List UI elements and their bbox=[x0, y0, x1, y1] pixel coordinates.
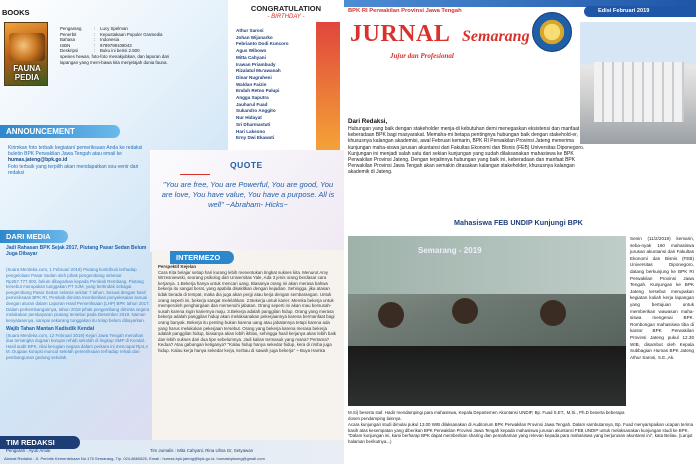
front-page bbox=[344, 0, 696, 464]
masthead-semarang: Semarang bbox=[462, 28, 530, 45]
media-paragraph-2: (Suara Merdeka.com, 12 Februari 2019) Kejari Jawa Tengah menahan dua tersangka dugaan korupsi rehab sekolah di lingkup SMP di Kendal. Hasil audit BPK, nilai kerugian negara dalam perkara ini mencapai Rp4,4 M. Dugaan korupsi muncul setelah pemeriksaan terhadap rehab dan pembangunan gedung sekolah. bbox=[6, 332, 148, 360]
announcement-title: ANNOUNCEMENT bbox=[0, 125, 120, 138]
side-text: Senin (11/2/2019) kemarin, seba-nyak 160 mahasiswa jurusan akuntansi dari Fakultas Ekonomi dan Bisnis (FEB) Universitas Diponegoro, datang berkunjung ke BPK RI Perwakilan Provinsi Jawa Tengah. Kunjungan ke BPK Jateng tersebut merupakan kegiatan kuliah kerja lapangan yang bertujuan untuk memberikan wawasan maha-siswa mengenai BPK. Rombongan mahasiswa tiba di kantor BPK Perwakilan Provinsi Jateng pukul 12.30 WIB, disambut oleh Kepala Subbagian Humas BPK Jateng Athur Sarosi, S.E.,Ak. bbox=[630, 236, 694, 360]
tiger-image bbox=[9, 33, 45, 61]
book-row: Bahasa : Indonesia bbox=[60, 37, 120, 43]
row-value: Indonesia bbox=[100, 37, 120, 43]
birthday-name: Irawan Priambudy bbox=[236, 61, 276, 67]
birthday-name: Rizalatul Mu'awanah bbox=[236, 68, 281, 74]
birthday-name: Johan Wijanarko bbox=[236, 34, 273, 40]
masthead-jurnal: JURNAL bbox=[350, 21, 451, 47]
birthday-name: Jauharul Fuad bbox=[236, 101, 268, 107]
intermezo-box bbox=[152, 250, 344, 440]
row-key: Pengarang bbox=[60, 26, 82, 31]
building-facade bbox=[594, 62, 684, 122]
side-column bbox=[630, 236, 694, 444]
row-key: Deskripsi bbox=[60, 48, 79, 54]
tagline: Jujur dan Profesional bbox=[390, 52, 454, 60]
quote-text: "You are free, You are Powerful, You are good, You are love, You have value, You have a purpose. All is well" ~Abraham- Hicks~ bbox=[161, 180, 335, 209]
building-photo bbox=[580, 22, 696, 144]
dari-media-body bbox=[6, 245, 150, 361]
birthday-title: CONGRATULATION bbox=[250, 4, 322, 13]
person-2 bbox=[452, 298, 478, 324]
table bbox=[348, 346, 626, 406]
banner-text: Semarang - 2019 bbox=[418, 246, 482, 255]
birthday-subtitle: - BIRTHDAY - bbox=[267, 14, 305, 20]
bpk-logo bbox=[532, 12, 572, 52]
redaksi-line: Pengarah : Ayub Amali bbox=[6, 448, 51, 453]
birthday-name: Endah Retno Palupi bbox=[236, 88, 280, 94]
edition-badge: Edisi Februari 2019 bbox=[584, 6, 696, 17]
person-3 bbox=[540, 300, 566, 326]
birthday-name: Athur Sarosi bbox=[236, 28, 264, 33]
org-name: BPK RI Perwakilan Provinsi Jawa Tengah bbox=[348, 8, 462, 14]
row-key: Penerbit bbox=[60, 31, 77, 37]
tim-redaksi-title: TIM REDAKSI bbox=[0, 436, 80, 449]
book-row: Pengarang : Lucy Spelman bbox=[60, 26, 128, 31]
row-value: Buku ini berisi 2.500 bbox=[100, 48, 140, 54]
birthday-list bbox=[236, 28, 322, 142]
quote-box bbox=[150, 150, 344, 252]
announcement-text bbox=[8, 145, 148, 176]
intermezo-text: Cara Kita belajar setiap hari kurang lebih menentukan tingkat sukses kita. Menurut Amy Wrzesniewski, seorang psikolog dari Universitas Yale, Ada 3 jenis orang berdasar cara kerjanya. 1.Bekerja hanya untuk mencari uang. Biasanya orang ini akan merasa bahwa bekerja itu sangat berat, yang apabila disakitkan dengan kejadian. Sehingga, jika atasan tidak berada di tempat, maka dia juga akan pergi atau kerja dengan sembarangan. Untuk orang seperti ini, bekerja sangat melelahkan. 2.Bekerja untuk karier. Mereka bekerja untuk memperoleh penghargaan dan memenuhi jabatan. Orang seperti ini akan mau bersusah-susah karena ingin kariernya maju. 3.Bekerja adalah panggilan hidup. Orang yang merasa bekerja adalah panggilan hidup akan melaksanakan pekerjaannya karena bermanfaat bagi orang banyak. Bekerja itu penting bukan karena uang atau jabatannya tetapi karena ada yang harus melakukan pekerjaan tersebut. Orang yang bekerja karena merasa bekerja adalah panggilan hidup, biasanya akan lebih ikhlas, sehingga hasil kerjanya akan lebih baik dan lebih sukses dari dua tipe sebelumnya. Jadi kalian termasuk yang mana? Pertama? Kedua? Atau gabungan ketiganya? "Kalau hidup hanya sekedar hidup, kera di rimba juga hidup. Kalau kerja hanya sekedar kerja, kerbau di sawah juga bekerja" ~ Buya Hamka bbox=[158, 269, 336, 353]
announcement-email[interactable]: humas.jateng@bpk.go.id bbox=[8, 157, 68, 164]
cover-title: FAUNA PEDIA bbox=[13, 64, 41, 82]
birthday-name: Febrianto Dodi Kuncoro bbox=[236, 41, 289, 47]
tim-redaksi-left bbox=[6, 448, 136, 454]
row-value: Lucy Spelman bbox=[100, 26, 128, 31]
headline: Mahasiswa FEB UNDIP Kunjungi BPK bbox=[454, 218, 583, 227]
announcement-body: Kirimkan foto terbaik kegiatan/ pemeriksaan Anda ke redaksi buletin BPK Perwakilan Jawa Tengah atau email ke bbox=[8, 145, 143, 158]
article-body: Acara kunjungan studi dimulai pukul 13.00 WIB dilaksanakan di Auditorium BPK Perwakilan Provinsi Jawa Tengah. Dalam sambutannya, Bp. Fuad menyampaikan ucapan terima kasih atas kesempatan yang diberikan BPK Perwakilan Provinsi Jawa Tengah kepada mahasiswa jurusan akuntansi FEB UNDIP untuk melaksanakan kunjungan studi ke BPK. "Dalam kunjungan ini, kami berharap BPK dapat memberikan sharing dan pemahaman yang relevan kepada para mahasiswa yang berjurusan akuntansi ini", kata Beliau. (Lanjut halaman berikutnya...) bbox=[348, 422, 694, 444]
birthday-name: Hari Laksono bbox=[236, 128, 266, 134]
book-cover bbox=[4, 22, 48, 86]
intermezo-body bbox=[158, 264, 340, 354]
birthday-name: Erny Dwi Ekawati bbox=[236, 135, 275, 141]
birthday-name: Nur Hidayat bbox=[236, 115, 262, 121]
birthday-name: Dinar Nugraheni bbox=[236, 74, 272, 80]
photo-caption: M.Si) beserta staf. Hadir mendampingi para mahasiswa, Kepala Departemen Akuntansi UNDIP, Bp. Fuad S.ET., M.Si., Ph.D beserta beberapa dosen pendamping lainnya. bbox=[348, 410, 625, 421]
birthday-name: Angga Saputra bbox=[236, 95, 269, 101]
row-value: Kepustakaan Populer Gramedia bbox=[100, 31, 163, 37]
jurnalis-label: Tim Jurnalis : bbox=[150, 448, 176, 453]
intermezo-subtitle: Perspektif Kejelan bbox=[158, 264, 197, 269]
intermezo-label: INTERMEZO bbox=[176, 253, 221, 262]
book-row: ISBN : 9789799108043 bbox=[60, 42, 132, 48]
book-details bbox=[60, 26, 170, 65]
books-title: BOOKS bbox=[2, 8, 30, 17]
dari-redaksi-title: Dari Redaksi, bbox=[348, 118, 388, 125]
book-description: spesies hewan, foto-foto menakjubkan, dan laporan dari lapangan yang mem-bawa kita menjelajah dunia fauna. bbox=[60, 53, 170, 65]
row-key: Bahasa bbox=[60, 37, 75, 43]
media-headline-2: Wajib Tahan Mantan Kadisdik Kendal bbox=[6, 326, 95, 333]
birthday-name: Mitta Cahyani bbox=[236, 54, 266, 60]
birthday-name: Agus Wibowo bbox=[236, 48, 267, 54]
event-photo bbox=[348, 236, 626, 406]
tim-redaksi-right bbox=[150, 448, 340, 454]
jurnalis-names: Mita Cahyani, Rina Ulina Gr, Setyawan bbox=[177, 448, 254, 453]
row-key: ISBN bbox=[60, 42, 71, 48]
birthday-name: Sri Dharmastuti bbox=[236, 121, 271, 127]
book-row: Deskripsi : Buku ini berisi 2.500 bbox=[60, 48, 140, 54]
birthday-name: Sukandro Anggito bbox=[236, 108, 276, 114]
quote-rule bbox=[180, 174, 210, 175]
redaksi-address: Alamat Redaksi : Jl. Perintis Kemerdekaan No.175 Semarang, Tlp. 024-8660825, Email : humas.bpk.jateng@bpk.go.id, humasbpksmg@gmail.com bbox=[4, 456, 265, 461]
dari-redaksi-text: Hubungan yang baik dengan stakeholder menja-di kebutuhan demi menegaskan eksistensi dan manfaat keberadaan BPK bagi masyarakat. Memaha-mi betapa pentingnya hubungan baik dengan stakehold-er, khususnya kalangan akademisi, awal Februari kemarin, BPK RI Perwakilan Provinsi Jateng menerima kunjungan maha-siswa jurusan akuntansi dari Fakultas Ekonomi dan Bisnis (FEB) Universitas Diponegoro. Kunjungan ini menjadi salah satu dari sekian kunjungan yang sudah dilaksanakan mahasiswa ke BPK Perwakilan Provinsi Jateng. Dengan terjalinnya hubungan yang baik ini, keberadaan dan manfaat BPK Perwakilan Provinsi Jawa Tengah akan semakin dirasakan kalangan stakeholder, khususnya kalangan akademik di Jateng. bbox=[348, 126, 585, 176]
intermezo-title bbox=[170, 251, 234, 264]
media-paragraph-1: (Suara Merdeka.com, 1 Februari 2019) Piutang kontribusi terhadap pengelolaan Pasar Sedan oleh pihak pengembang sebesar Rp257.777.000, belum dibayarkan kepada Pemkab Rembang. Piutang tersebut merupakan tunggakan PT SJM, yang bertindak sebagai pengembang Pasar Sedan selama sekitar 7 tahun. Sesuai dengan hasil pemeriksaan BPK RI, Pemkab diminta memberikan penyelesaian sesuai dengan aturan dalam Laporan Hasil Pemeriksaan (LHP) BPK tahun 2017. Dalam perkembangannya, tahun 2018 pihak pengembang diminta segera melakukan pembayaran piutang tersebut pada Desember 2018. Namun kenyataannya, sampai sekarang tunggakan itu tetap belum dibayarkan. bbox=[6, 267, 150, 323]
book-row: Penerbit : Kepustakaan Populer Gramedia bbox=[60, 31, 163, 37]
media-headline-1: Jadi Rahasan BPK Sejak 2017, Piutang Pasar Sedan Belum Juga Dibayar bbox=[6, 245, 147, 258]
row-value: 9789799108043 bbox=[100, 42, 132, 48]
birthday-name: Waldan Faizin bbox=[236, 81, 267, 87]
banner bbox=[348, 236, 626, 294]
quote-title: QUOTE bbox=[230, 160, 263, 170]
person-1 bbox=[378, 302, 404, 328]
dari-media-title: DARI MEDIA bbox=[0, 230, 68, 243]
announcement-body-2: Foto terbaik yang terpilih akan mendapatkan sou-venir dari redaksi bbox=[8, 163, 139, 176]
